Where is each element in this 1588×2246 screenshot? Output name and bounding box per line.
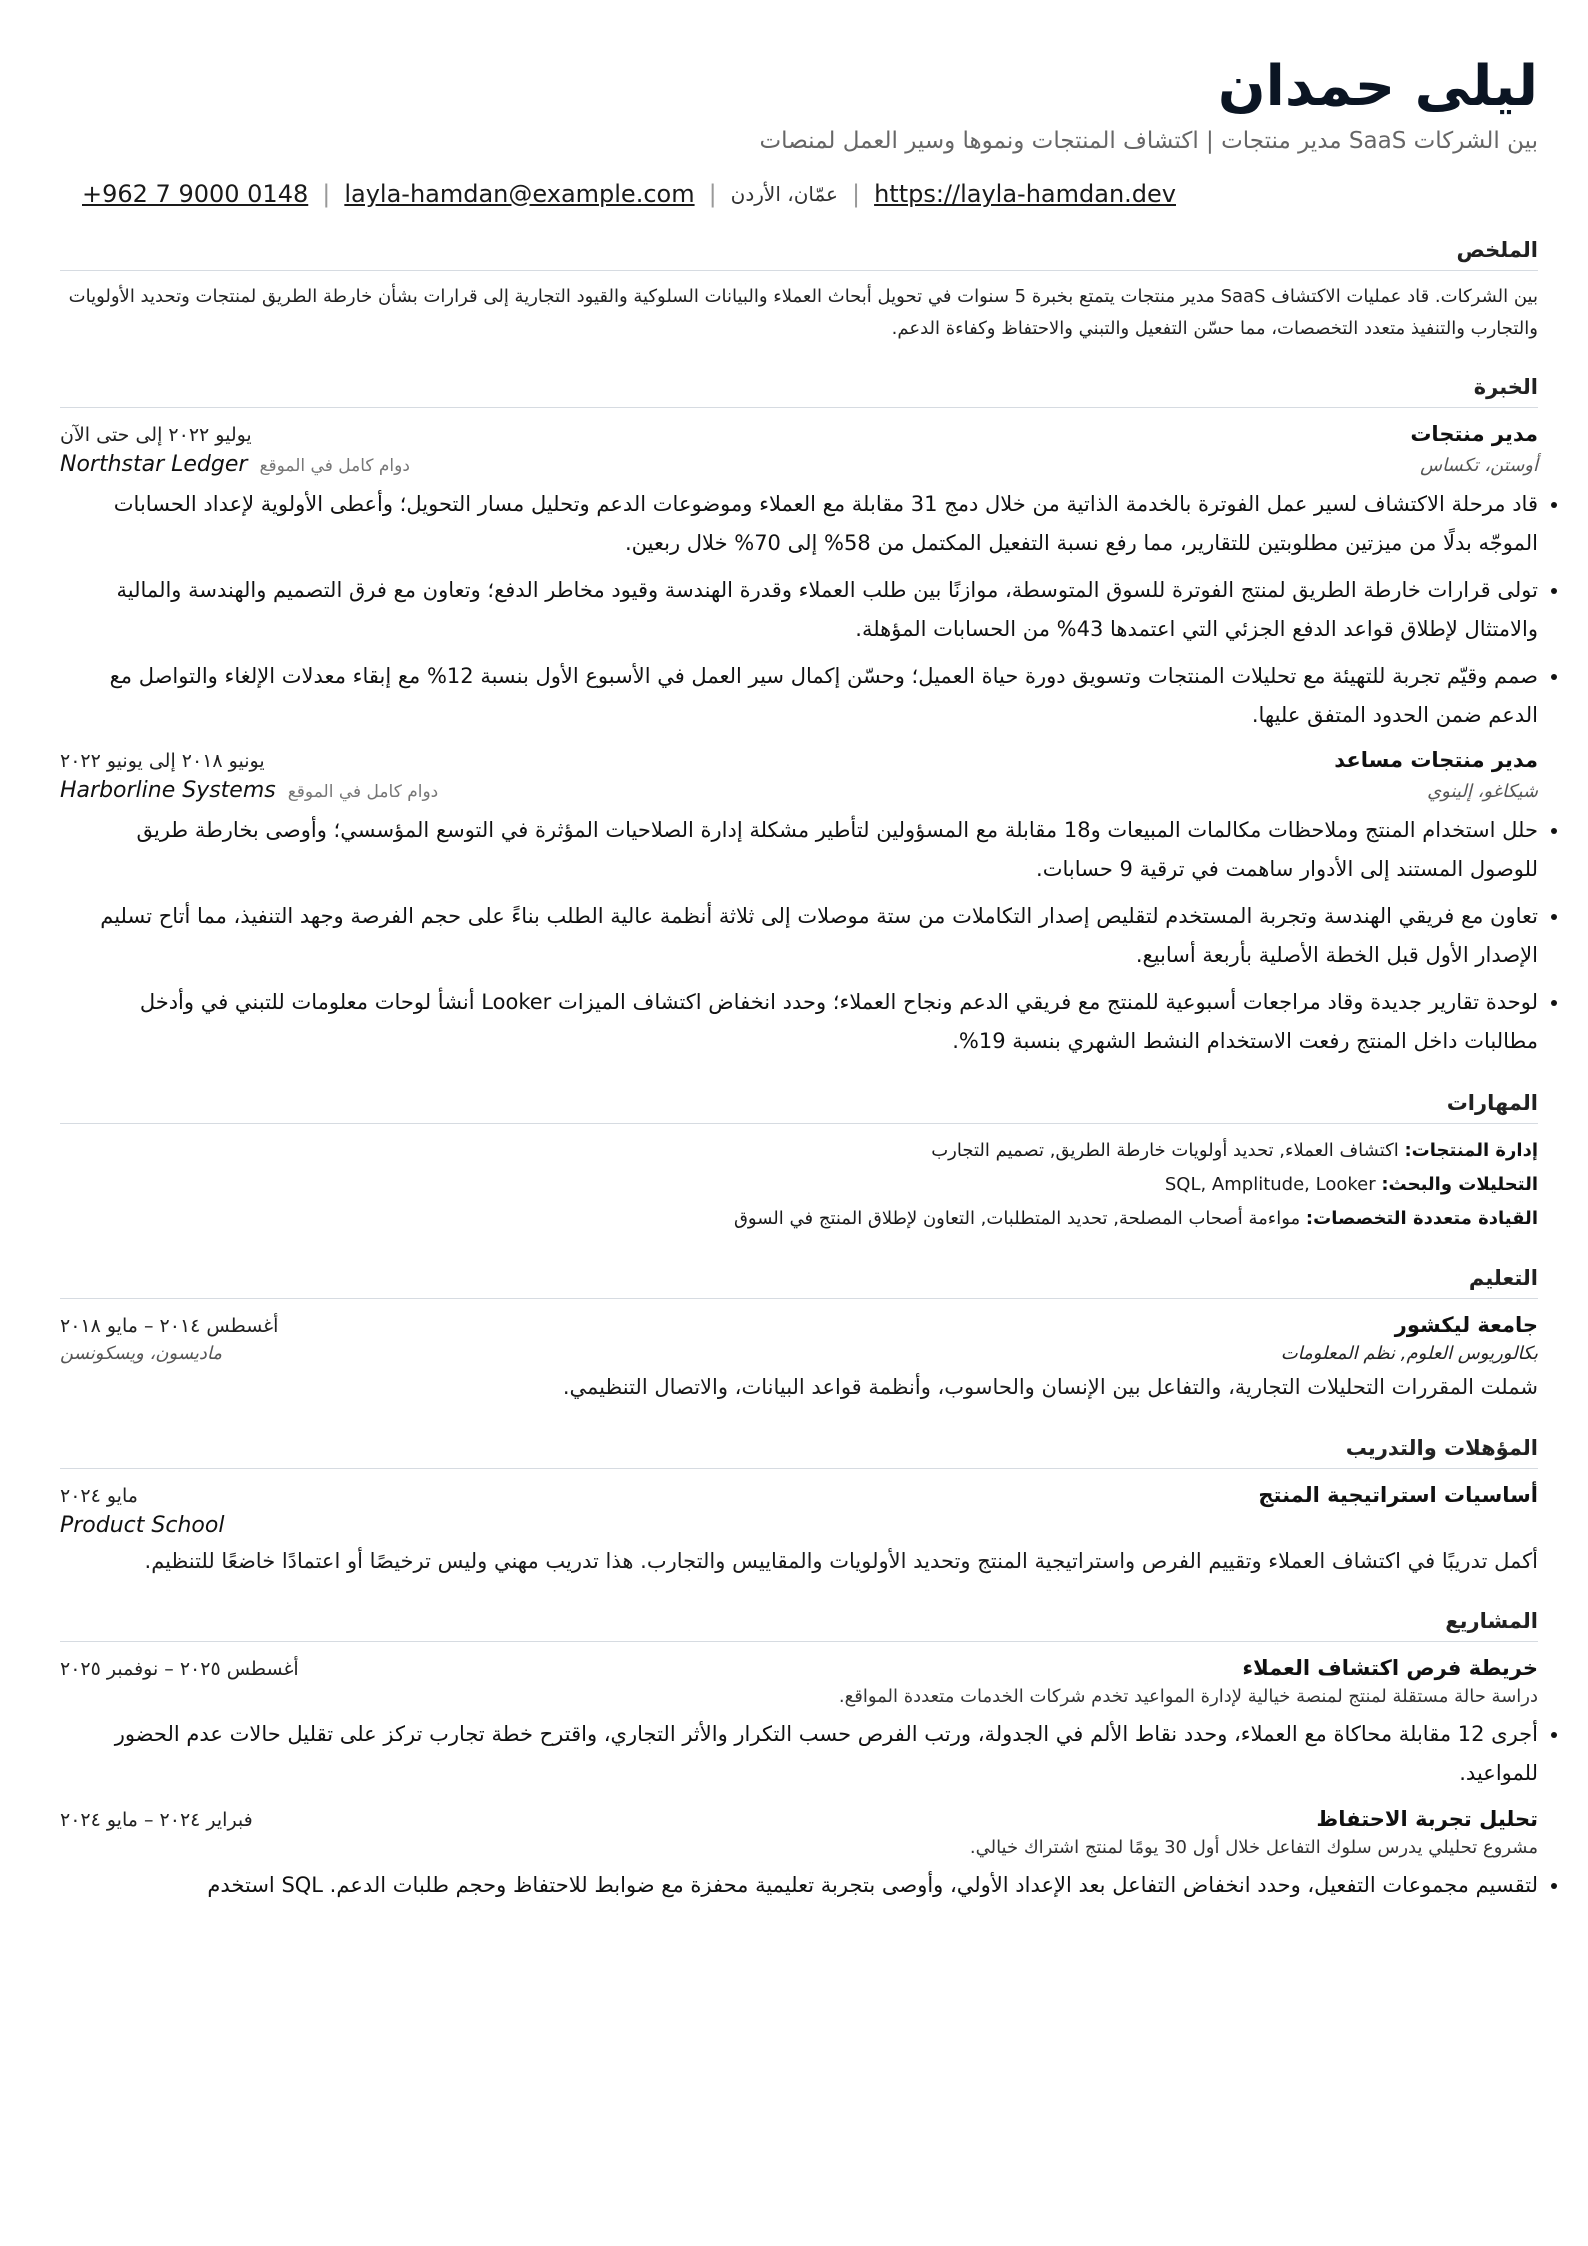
training-header	[60, 1483, 1538, 1507]
project-bullets	[60, 1866, 1538, 1905]
list-item: • لوحدة تقارير جديدة وقاد مراجعات أسبوعية للمنتج مع فريقي الدعم ونجاح العملاء؛ وحدد انخفاض اكتشاف الميزات Looker أنشأ لوحات معلومات للتبني في وأدخل مطالبات داخل المنتج رفعت الاستخدام النشط الشهري بنسبة 19%.	[92, 983, 1538, 1061]
skill-row	[60, 1134, 1538, 1168]
section-title: المؤهلات والتدريب	[60, 1436, 1538, 1469]
section-title: المهارات	[60, 1091, 1538, 1124]
projects-section	[60, 1609, 1538, 1905]
website-link[interactable]: https://layla-hamdan.dev	[874, 179, 1176, 208]
job-location: أوستن، تكساس	[1420, 455, 1538, 477]
skills-section	[60, 1091, 1538, 1237]
job-subheader	[60, 778, 1538, 803]
job-subheader	[60, 452, 1538, 477]
training-date: مايو ٢٠٢٤	[60, 1484, 138, 1507]
skill-label: إدارة المنتجات:	[1404, 1139, 1538, 1161]
list-item: • أجرى 12 مقابلة محاكاة مع العملاء، وحدد نقاط الألم في الجدولة، ورتب الفرص حسب التكرار والأثر التجاري، واقترح خطة تجارب تركز على تقليل حالات عدم الحضور للمواعيد.	[92, 1715, 1538, 1793]
project-dates: فبراير ٢٠٢٤ – مايو ٢٠٢٤	[60, 1809, 253, 1832]
project-description: مشروع تحليلي يدرس سلوك التفاعل خلال أول 30 يومًا لمنتج اشتراك خيالي.	[969, 1837, 1538, 1859]
project-entry	[60, 1656, 1538, 1793]
job-entry	[60, 422, 1538, 734]
coursework: شملت المقررات التحليلات التجارية، والتفاعل بين الإنسان والحاسوب، وأنظمة قواعد البيانات، والاتصال التنظيمي.	[562, 1375, 1538, 1400]
email-link[interactable]: layla-hamdan@example.com	[344, 179, 695, 208]
project-description: دراسة حالة مستقلة لمنتج لمنصة خيالية لإدارة المواعيد تخدم شركات الخدمات متعددة المواقع.	[838, 1686, 1538, 1708]
separator: |	[322, 179, 331, 208]
education-header	[60, 1313, 1538, 1337]
skill-value: مواءمة أصحاب المصلحة, تحديد المتطلبات, التعاون لإطلاق المنتج في السوق	[733, 1207, 1306, 1229]
summary-text: بين الشركات. قاد عمليات الاكتشاف SaaS مدير منتجات يتمتع بخبرة 5 سنوات في تحويل أبحاث العملاء والبيانات السلوكية والقيود التجارية إلى قرارات بشأن خارطة الطريق لمنتجات وتحديد الأولويات والتجارب والتنفيذ متعدد التخصصات، مما حسّن التفعيل والتبني والاحتفاظ وكفاءة الدعم.	[68, 285, 1538, 339]
education-subheader	[60, 1343, 1538, 1364]
job-entry	[60, 748, 1538, 1060]
section-title: الملخص	[60, 238, 1538, 271]
skill-value: اكتشاف العملاء, تحديد أولويات خارطة الطريق, تصميم التجارب	[931, 1139, 1405, 1161]
section-title: الخبرة	[60, 375, 1538, 408]
training-description: أكمل تدريبًا في اكتشاف العملاء وتقييم الفرص واستراتيجية المنتج وتحديد الأولويات والمقاييس والتجارب. هذا تدريب مهني وليس ترخيصًا أو اعتمادًا خاضعًا للتنظيم.	[144, 1548, 1538, 1573]
list-item: • قاد مرحلة الاكتشاف لسير عمل الفوترة بالخدمة الذاتية من خلال دمج 31 مقابلة مع العملاء وموضوعات الدعم وتحليل مسار التحويل؛ وأعطى الأولوية لإعداد الحسابات الموجّه بدلًا من ميزتين مطلوبتين للتقارير، مما رفع نسبة التفعيل المكتمل من 58% إلى 70% خلال ربعين.	[92, 485, 1538, 563]
project-name: خريطة فرص اكتشاف العملاء	[1242, 1656, 1538, 1681]
training-provider: Product School	[60, 1512, 225, 1538]
separator: |	[851, 179, 861, 208]
contact-bar	[60, 180, 1538, 208]
list-item: • تعاون مع فريقي الهندسة وتجربة المستخدم لتقليص إصدار التكاملات من ستة موصلات إلى ثلاثة أنظمة عالية الطلب بناءً على حجم الفرصة وجهد التنفيذ، مما أتاح تسليم الإصدار الأول قبل الخطة الأصلية بأربعة أسابيع.	[92, 897, 1538, 975]
list-item: • تولى قرارات خارطة الطريق لمنتج الفوترة للسوق المتوسطة، موازنًا بين طلب العملاء وقدرة الهندسة وقيود مخاطر الدفع؛ وتعاون مع فرق التصميم والهندسة والمالية والامتثال لإطلاق قواعد الدفع الجزئي التي اعتمدها 43% من الحسابات المؤهلة.	[92, 571, 1538, 649]
job-bullets	[60, 811, 1538, 1060]
headline: بين الشركات SaaS مدير منتجات | اكتشاف المنتجات ونموها وسير العمل لمنصات	[759, 127, 1538, 154]
project-header	[60, 1807, 1538, 1831]
job-title: مدير منتجات	[1410, 422, 1538, 447]
education-location: ماديسون، ويسكونسن	[60, 1343, 223, 1365]
job-title: مدير منتجات مساعد	[1334, 748, 1538, 773]
job-dates: يوليو ٢٠٢٢ إلى حتى الآن	[60, 424, 252, 447]
job-header	[60, 422, 1538, 446]
job-bullets	[60, 485, 1538, 734]
job-org-group	[60, 778, 438, 803]
skill-value: SQL, Amplitude, Looker	[1164, 1173, 1382, 1195]
job-header	[60, 748, 1538, 772]
section-title: التعليم	[60, 1266, 1538, 1299]
job-dates: يونيو ٢٠١٨ إلى يونيو ٢٠٢٢	[60, 750, 265, 773]
school-name: جامعة ليكشور	[1394, 1313, 1538, 1338]
employment-type: دوام كامل في الموقع	[287, 782, 439, 803]
project-entry	[60, 1807, 1538, 1905]
project-header	[60, 1656, 1538, 1680]
education-dates: أغسطس ٢٠١٤ – مايو ٢٠١٨	[60, 1315, 279, 1338]
candidate-name: ليلى حمدان	[1217, 54, 1538, 119]
education-section	[60, 1266, 1538, 1406]
phone-link[interactable]: +962 7 9000 0148	[82, 179, 309, 208]
project-bullets	[60, 1715, 1538, 1793]
skill-row	[60, 1202, 1538, 1236]
job-org-group	[60, 452, 410, 477]
degree: بكالوريوس العلوم, نظم المعلومات	[1280, 1343, 1538, 1365]
resume-header	[60, 56, 1538, 154]
employment-type: دوام كامل في الموقع	[259, 456, 410, 477]
summary-section	[60, 238, 1538, 346]
company-name: Harborline Systems	[60, 778, 276, 804]
section-title: المشاريع	[60, 1609, 1538, 1642]
list-item: • صمم وقيّم تجربة للتهيئة مع تحليلات المنتجات وتسويق دورة حياة العميل؛ وحسّن إكمال سير العمل في الأسبوع الأول بنسبة 12% مع إبقاء معدلات الإلغاء والتواصل مع الدعم ضمن الحدود المتفق عليها.	[92, 657, 1538, 735]
training-name: أساسيات استراتيجية المنتج	[1258, 1482, 1538, 1507]
separator: |	[708, 179, 717, 208]
skill-label: التحليلات والبحث:	[1381, 1173, 1538, 1195]
job-location: شيكاغو، إلينوي	[1427, 781, 1538, 803]
list-item: • لتقسيم مجموعات التفعيل، وحدد انخفاض التفاعل بعد الإعداد الأولي، وأوصى بتجربة تعليمية محفزة مع ضوابط للاحتفاظ وحجم طلبات الدعم. SQL استخدم	[92, 1866, 1538, 1905]
experience-section	[60, 375, 1538, 1060]
project-name: تحليل تجربة الاحتفاظ	[1316, 1807, 1538, 1832]
list-item: • حلل استخدام المنتج وملاحظات مكالمات المبيعات و18 مقابلة مع المسؤولين لتأطير مشكلة إدارة الصلاحيات المؤثرة في التوسع المؤسسي؛ وأوصى بخارطة طريق للوصول المستند إلى الأدوار ساهمت في ترقية 9 حسابات.	[92, 811, 1538, 889]
project-dates: أغسطس ٢٠٢٥ – نوفمبر ٢٠٢٥	[60, 1658, 299, 1681]
training-section	[60, 1436, 1538, 1580]
skill-label: القيادة متعددة التخصصات:	[1305, 1207, 1538, 1229]
company-name: Northstar Ledger	[60, 452, 248, 478]
skill-row	[60, 1168, 1538, 1202]
location-text: عمّان، الأردن	[730, 181, 838, 206]
